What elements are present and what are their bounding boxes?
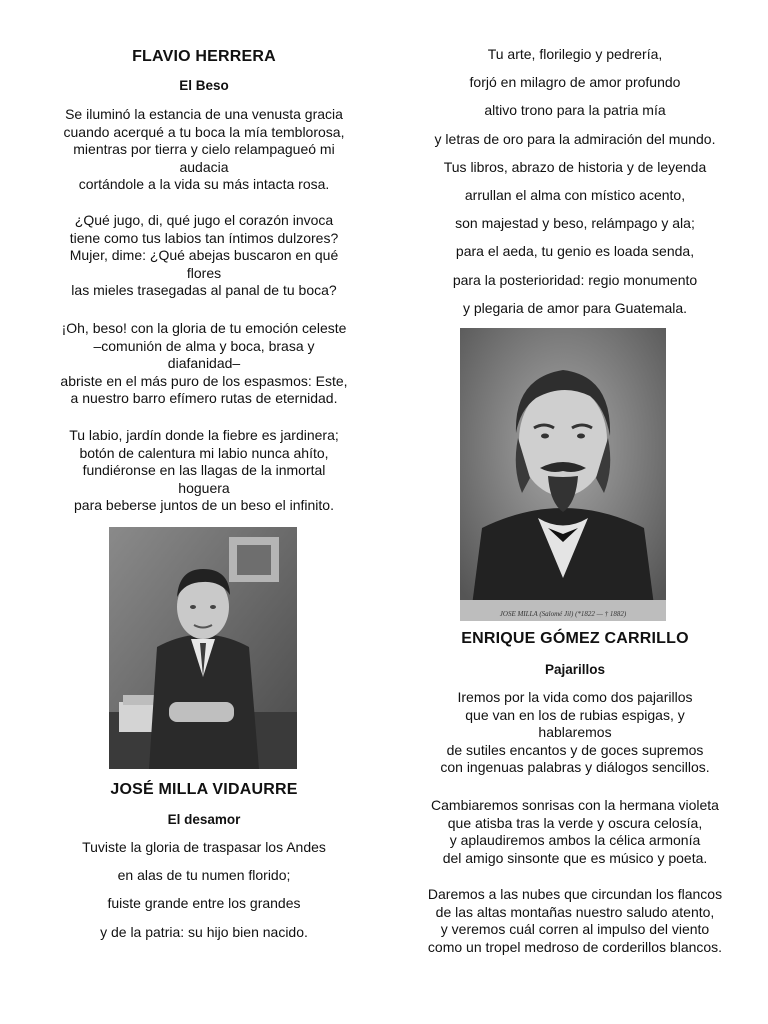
verse-line: altivo trono para la patria mía — [484, 102, 666, 119]
verse-line: Daremos a las nubes que circundan los flancos — [427, 886, 723, 902]
verse-line: cuando acerqué a tu boca la mía temblorosa, — [63, 123, 345, 140]
verse-line: para el aeda, tu genio es loada senda, — [455, 243, 695, 260]
verse-line: audacia — [179, 158, 229, 175]
author-heading-herrera: FLAVIO HERRERA — [132, 48, 276, 65]
verse-line: Mujer, dime: ¿Qué abejas buscaron en qué — [69, 247, 339, 263]
photo-caption: JOSE MILLA (Salomé Jil) (*1822 — † 1882) — [499, 610, 627, 618]
portrait-photo-herrera — [109, 527, 297, 769]
stanza — [20, 427, 388, 515]
stanza — [20, 106, 388, 194]
stanza — [20, 833, 388, 946]
stanza — [398, 886, 752, 956]
stanza — [20, 320, 388, 408]
stanza — [398, 689, 752, 777]
verse-line: hablaremos — [538, 724, 612, 740]
verse-line: tiene como tus labios tan íntimos dulzores? — [69, 229, 339, 246]
verse-line: en alas de tu numen florido; — [117, 867, 291, 884]
verse-line: cortándole a la vida su más intacta rosa. — [78, 176, 330, 192]
verse-line: a nuestro barro efímero rutas de eternidad. — [70, 390, 338, 406]
verse-line: Iremos por la vida como dos pajarillos — [457, 689, 693, 705]
verse-line: mientras por tierra y cielo relampagueó mi — [73, 141, 335, 157]
verse-line: como un tropel medroso de corderillos blancos. — [427, 938, 723, 955]
verse-line: botón de calentura mi labio nunca ahíto, — [79, 444, 329, 461]
verse-line: hoguera — [178, 479, 230, 496]
poem-title-el-beso: El Beso — [179, 78, 229, 93]
verse-line: y aplaudiremos ambos la célica armonía — [449, 832, 701, 848]
author-heading-milla: JOSÉ MILLA VIDAURRE — [110, 781, 298, 798]
verse-line: arrullan el alma con místico acento, — [464, 187, 686, 204]
verse-line: para beberse juntos de un beso el infinito. — [74, 497, 334, 513]
verse-line: Tuviste la gloria de traspasar los Andes — [82, 839, 326, 855]
verse-line: fuiste grande entre los grandes — [107, 895, 301, 912]
stanza — [398, 797, 752, 867]
poem-title-el-desamor: El desamor — [167, 812, 241, 827]
verse-line: con ingenuas palabras y diálogos sencillos. — [440, 759, 710, 775]
verse-line: flores — [186, 264, 222, 281]
verse-line: de las altas montañas nuestro saludo atento, — [435, 903, 715, 920]
verse-line: Cambiaremos sonrisas con la hermana violeta — [431, 797, 719, 813]
verse-line: fundiéronse en las llagas de la inmortal — [82, 462, 326, 478]
verse-line: las mieles trasegadas al panal de tu boca? — [71, 282, 337, 298]
verse-line: de sutiles encantos y de goces supremos — [446, 741, 704, 758]
verse-line: y letras de oro para la admiración del mundo. — [434, 130, 716, 147]
verse-line: ¡Oh, beso! con la gloria de tu emoción celeste — [61, 320, 347, 336]
verse-line: y plegaria de amor para Guatemala. — [462, 299, 688, 316]
verse-line: son majestad y beso, relámpago y ala; — [455, 215, 695, 232]
stanza — [20, 212, 388, 300]
verse-line: Tus libros, abrazo de historia y de leyenda — [443, 158, 707, 175]
portrait-photo-milla — [460, 328, 666, 621]
poem-title-pajarillos: Pajarillos — [544, 662, 606, 677]
verse-line: que van en los de rubias espigas, y — [465, 706, 685, 723]
verse-line: del amigo sinsonte que es músico y poeta. — [442, 849, 708, 866]
verse-line: Tu labio, jardín donde la fiebre es jardinera; — [69, 427, 339, 443]
verse-line: Tu arte, florilegio y pedrería, — [487, 46, 663, 62]
verse-line: diafanidad– — [167, 355, 241, 371]
verse-line: que atisba tras la verde y oscura celosía, — [447, 814, 703, 831]
verse-line: abriste en el más puro de los espasmos: Este, — [60, 372, 348, 389]
verse-line: para la posterioridad: regio monumento — [452, 271, 698, 288]
verse-line: –comunión de alma y boca, brasa y — [93, 337, 315, 354]
verse-line: y veremos cuál corren al impulso del viento — [440, 921, 710, 937]
verse-line: ¿Qué jugo, di, qué jugo el corazón invoca — [74, 212, 334, 228]
author-heading-gomez-carrillo: ENRIQUE GÓMEZ CARRILLO — [461, 630, 689, 647]
verse-line: y de la patria: su hijo bien nacido. — [100, 923, 308, 940]
verse-line: Se iluminó la estancia de una venusta gracia — [65, 106, 343, 122]
verse-line: forjó en milagro de amor profundo — [469, 74, 681, 91]
stanza — [398, 40, 752, 322]
